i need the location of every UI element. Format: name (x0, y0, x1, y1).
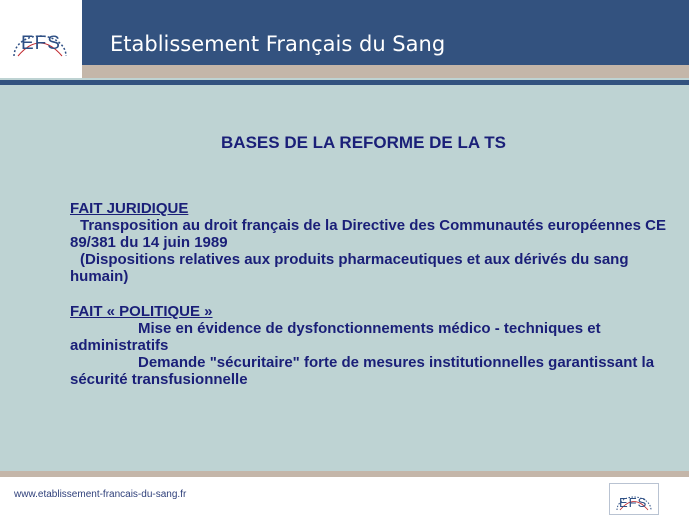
header-title: Etablissement Français du Sang (110, 32, 446, 56)
section-politique-para1: Mise en évidence de dysfonctionnements médico - techniques et administratifs (70, 320, 601, 354)
slide-content (70, 200, 670, 388)
section-heading-juridique: FAIT JURIDIQUE (70, 200, 189, 217)
efs-logo-text: EFS (21, 33, 61, 54)
section-juridique-para2: (Dispositions relatives aux produits pharmaceutiques et aux dérivés du sang humain) (70, 251, 629, 285)
section-juridique-para1: Transposition au droit français de la Directive des Communautés européennes CE 89/381 du 14 juin 1989 (70, 217, 666, 251)
slide-title: BASES DE LA REFORME DE LA TS (221, 133, 506, 152)
header-stripe-tan (82, 65, 689, 78)
section-politique-para2: Demande "sécuritaire" forte de mesures institutionnelles garantissant la sécurité transfusionnelle (70, 354, 655, 388)
efs-logo (0, 0, 82, 78)
footer-url: www.etablissement-francais-du-sang.fr (14, 489, 187, 500)
footer-efs-logo (609, 483, 659, 515)
footer (0, 477, 689, 517)
section-heading-politique: FAIT « POLITIQUE » (70, 303, 213, 320)
header-stripe-navy (0, 80, 689, 85)
footer-logo-text: EFS (619, 495, 648, 510)
